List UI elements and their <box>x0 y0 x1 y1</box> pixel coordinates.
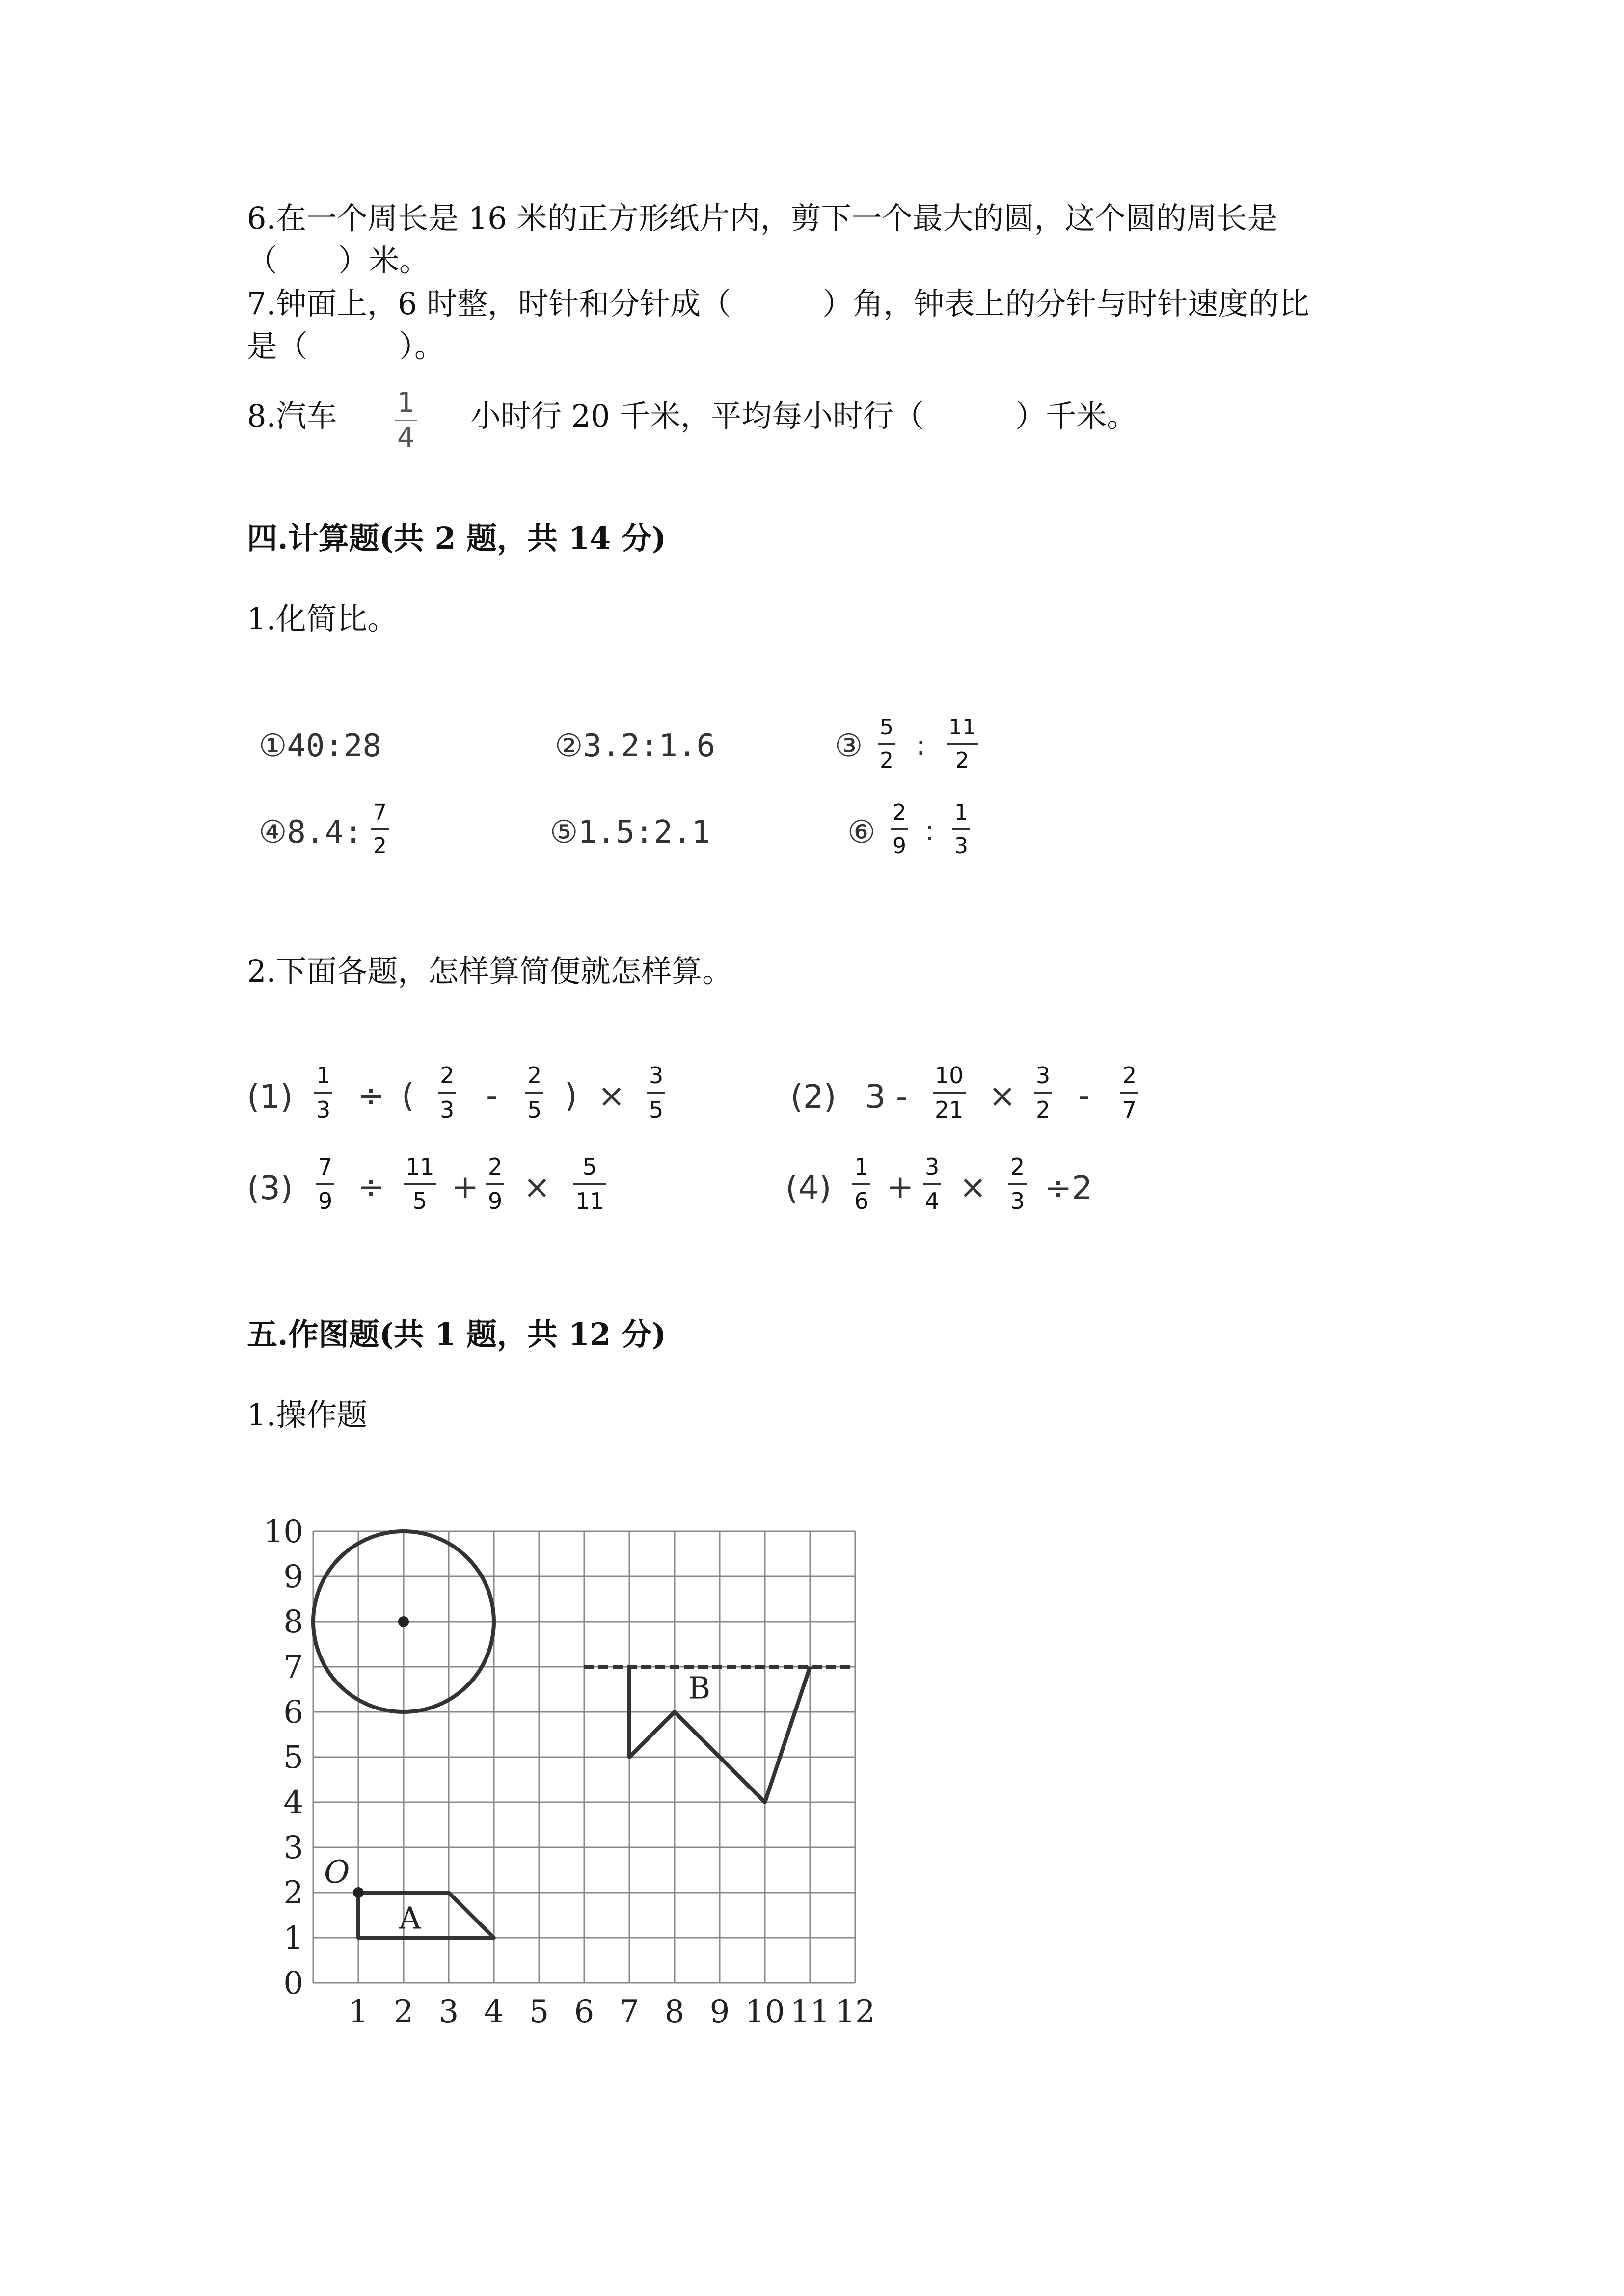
ratio-item-4-label: ④8.4: <box>259 814 363 851</box>
fraction-numerator: 2 <box>1122 1062 1137 1089</box>
question-8-prefix: 8.汽车 <box>247 398 337 434</box>
fraction-bar <box>1008 1183 1027 1185</box>
fraction-bar <box>933 1092 966 1094</box>
fraction-denominator: 11 <box>575 1188 604 1214</box>
fraction-denominator: 3 <box>954 833 968 858</box>
y-axis-tick-label: 5 <box>283 1739 303 1776</box>
expr-2-op-1: × <box>989 1077 1016 1115</box>
fraction-denominator: 2 <box>1036 1096 1051 1123</box>
ratio-item-1: ①40:28 <box>259 728 382 764</box>
expr-3-label: (3) <box>247 1169 293 1207</box>
fraction-denominator: 4 <box>925 1188 940 1214</box>
grid-lines <box>313 1531 855 1983</box>
expr-4-tail: ÷2 <box>1045 1169 1093 1207</box>
fraction-numerator: 2 <box>1010 1153 1025 1180</box>
expr-2-frac-3 <box>1120 1064 1138 1121</box>
fraction-bar <box>371 828 389 830</box>
origin-point <box>353 1887 364 1898</box>
y-axis-tick-label: 2 <box>283 1875 303 1911</box>
y-axis-tick-label: 7 <box>283 1649 303 1685</box>
expr-3-op-1: ÷ <box>357 1168 385 1206</box>
fraction-bar <box>438 1092 456 1094</box>
ratio-item-3-frac-b <box>947 717 978 772</box>
expr-3-op-3: × <box>523 1168 551 1206</box>
question-7-line2: 是（ ）。 <box>247 328 445 364</box>
x-axis-tick-label: 11 <box>790 1994 830 2030</box>
ratio-item-5: ⑤1.5:2.1 <box>550 814 711 851</box>
fraction-bar <box>404 1183 436 1185</box>
y-axis-tick-label: 8 <box>283 1604 303 1640</box>
fraction-bar <box>486 1183 504 1185</box>
fraction-bar <box>316 1183 334 1185</box>
ratio-item-6-frac-a <box>891 802 908 857</box>
question-8-suffix: 小时行 20 千米，平均每小时行（ ）千米。 <box>470 398 1137 434</box>
fraction-numerator: 11 <box>948 715 976 740</box>
fraction-numerator: 5 <box>582 1153 597 1180</box>
expr-4-label: (4) <box>785 1169 832 1207</box>
expr-4-op-1: + <box>887 1168 914 1206</box>
x-axis-tick-label: 10 <box>745 1994 785 2030</box>
expr-2-lead: 3 - <box>865 1078 908 1116</box>
fraction-bar <box>573 1183 606 1185</box>
fraction-numerator: 11 <box>406 1153 434 1180</box>
fraction-numerator: 2 <box>527 1062 542 1089</box>
fraction-numerator: 2 <box>488 1153 503 1180</box>
expr-1-frac-4 <box>647 1064 665 1121</box>
fraction-denominator: 5 <box>649 1096 664 1123</box>
expr-4-op-2: × <box>959 1168 987 1206</box>
expr-2-frac-1 <box>933 1064 966 1121</box>
fraction-bar <box>525 1092 543 1094</box>
expr-1-op-2: - <box>486 1077 498 1115</box>
fraction-bar <box>1120 1092 1138 1094</box>
x-axis-tick-label: 4 <box>484 1994 504 2030</box>
question-6-line1: 6.在一个周长是 16 米的正方形纸片内，剪下一个最大的圆，这个圆的周长是 <box>247 200 1278 236</box>
expr-4-frac-3 <box>1008 1155 1027 1212</box>
circle-center-point <box>398 1616 409 1627</box>
ratio-item-3-frac-a <box>878 717 895 772</box>
origin-label: O <box>324 1854 350 1891</box>
x-axis-tick-label: 3 <box>438 1994 459 2030</box>
fraction-denominator: 3 <box>316 1096 331 1123</box>
fraction-numerator: 7 <box>373 800 387 825</box>
fraction-bar <box>647 1092 665 1094</box>
x-axis-tick-label: 7 <box>619 1994 640 2030</box>
x-axis-tick-label: 2 <box>393 1994 414 2030</box>
expr-3-frac-2 <box>404 1155 436 1212</box>
fraction-bar <box>395 420 417 421</box>
fraction-numerator: 3 <box>649 1062 664 1089</box>
grid-labels <box>264 1514 875 2030</box>
expr-2-op-2: - <box>1078 1077 1090 1115</box>
fraction-denominator: 2 <box>955 748 969 773</box>
fraction-denominator: 3 <box>1010 1188 1025 1214</box>
fraction-numerator: 2 <box>440 1062 455 1089</box>
expr-2-label: (2) <box>790 1078 837 1116</box>
y-axis-tick-label: 4 <box>283 1785 303 1821</box>
fraction-denominator: 5 <box>412 1188 427 1214</box>
fraction-denominator: 4 <box>397 422 415 454</box>
y-axis-tick-label: 3 <box>283 1830 303 1866</box>
fraction-bar <box>923 1183 941 1185</box>
shape-b-label: B <box>688 1670 711 1706</box>
fraction-denominator: 7 <box>1122 1096 1137 1123</box>
fraction-numerator: 3 <box>1036 1062 1051 1089</box>
expr-1-lparen: ( <box>402 1077 414 1115</box>
question-6-line2: （ ）米。 <box>247 242 430 278</box>
fraction-numerator: 10 <box>935 1062 964 1089</box>
expr-1-frac-3 <box>525 1064 543 1121</box>
fraction-numerator: 1 <box>954 800 968 825</box>
fraction-denominator: 6 <box>854 1188 869 1214</box>
fraction-bar <box>891 828 908 830</box>
fraction-numerator: 5 <box>880 715 893 740</box>
fraction-bar <box>314 1092 332 1094</box>
ratio-item-3-label: ③ <box>835 728 863 764</box>
ratio-item-2: ②3.2:1.6 <box>555 728 716 764</box>
expr-3-frac-3 <box>486 1155 504 1212</box>
fraction-denominator: 9 <box>893 833 906 858</box>
section-4-heading: 四.计算题(共 2 题，共 14 分) <box>247 520 667 556</box>
expr-1-frac-2 <box>438 1064 456 1121</box>
fraction-bar <box>852 1183 870 1185</box>
y-axis-tick-label: 1 <box>283 1920 303 1956</box>
fraction-denominator: 21 <box>935 1096 964 1123</box>
y-axis-tick-label: 6 <box>283 1694 303 1731</box>
expr-3-op-2: + <box>452 1168 479 1206</box>
ratio-item-6-label: ⑥ <box>847 814 876 851</box>
x-axis-tick-label: 5 <box>529 1994 549 2030</box>
x-axis-tick-label: 12 <box>835 1994 875 2030</box>
x-axis-tick-label: 1 <box>348 1994 369 2030</box>
fraction-denominator: 5 <box>527 1096 542 1123</box>
fraction-numerator: 3 <box>925 1153 940 1180</box>
coordinate-grid-figure <box>245 1512 893 2042</box>
section-4-q2-title: 2.下面各题，怎样算简便就怎样算。 <box>247 953 733 989</box>
fraction-denominator: 2 <box>880 748 893 773</box>
expr-1-frac-1 <box>314 1064 332 1121</box>
x-axis-tick-label: 6 <box>574 1994 595 2030</box>
shape-a <box>358 1893 494 1938</box>
fraction-bar <box>947 743 978 745</box>
ratio-item-6-colon: : <box>925 815 934 847</box>
section-4-q1-title: 1.化简比。 <box>247 601 398 637</box>
expr-1-op-1: ÷ <box>357 1077 385 1115</box>
fraction-bar <box>952 828 970 830</box>
expr-1-op-3: × <box>598 1077 625 1115</box>
x-axis-tick-label: 9 <box>709 1994 730 2030</box>
y-axis-tick-label: 9 <box>283 1559 303 1595</box>
section-5-heading: 五.作图题(共 1 题，共 12 分) <box>247 1316 667 1352</box>
expr-1-rparen: ) <box>565 1077 577 1115</box>
expr-3-frac-1 <box>316 1155 334 1212</box>
expr-4-frac-1 <box>852 1155 870 1212</box>
expr-2-frac-2 <box>1034 1064 1052 1121</box>
fraction-denominator: 3 <box>440 1096 455 1123</box>
y-axis-tick-label: 10 <box>263 1514 303 1550</box>
expr-4-frac-2 <box>923 1155 941 1212</box>
fraction-bar <box>1034 1092 1052 1094</box>
fraction-denominator: 2 <box>373 833 387 858</box>
fraction-bar <box>878 743 895 745</box>
ratio-item-6-frac-b <box>952 802 970 857</box>
fraction-numerator: 2 <box>893 800 906 825</box>
fraction-numerator: 1 <box>854 1153 869 1180</box>
fraction-denominator: 9 <box>488 1188 503 1214</box>
ratio-item-3-colon: : <box>916 730 925 762</box>
fraction-numerator: 7 <box>318 1153 333 1180</box>
fraction-numerator: 1 <box>397 387 415 419</box>
ratio-item-4-frac <box>371 802 389 857</box>
fraction-denominator: 9 <box>318 1188 333 1214</box>
x-axis-tick-label: 8 <box>664 1994 685 2030</box>
shape-a-label: A <box>399 1900 421 1936</box>
question-8-fraction <box>395 389 417 452</box>
question-7-line1: 7.钟面上，6 时整，时针和分针成（ ）角，钟表上的分针与时针速度的比 <box>247 286 1310 321</box>
expr-1-label: (1) <box>247 1078 293 1116</box>
y-axis-tick-label: 0 <box>283 1965 303 2002</box>
expr-3-frac-4 <box>573 1155 606 1212</box>
fraction-numerator: 1 <box>316 1062 331 1089</box>
section-5-q1-title: 1.操作题 <box>247 1397 368 1433</box>
